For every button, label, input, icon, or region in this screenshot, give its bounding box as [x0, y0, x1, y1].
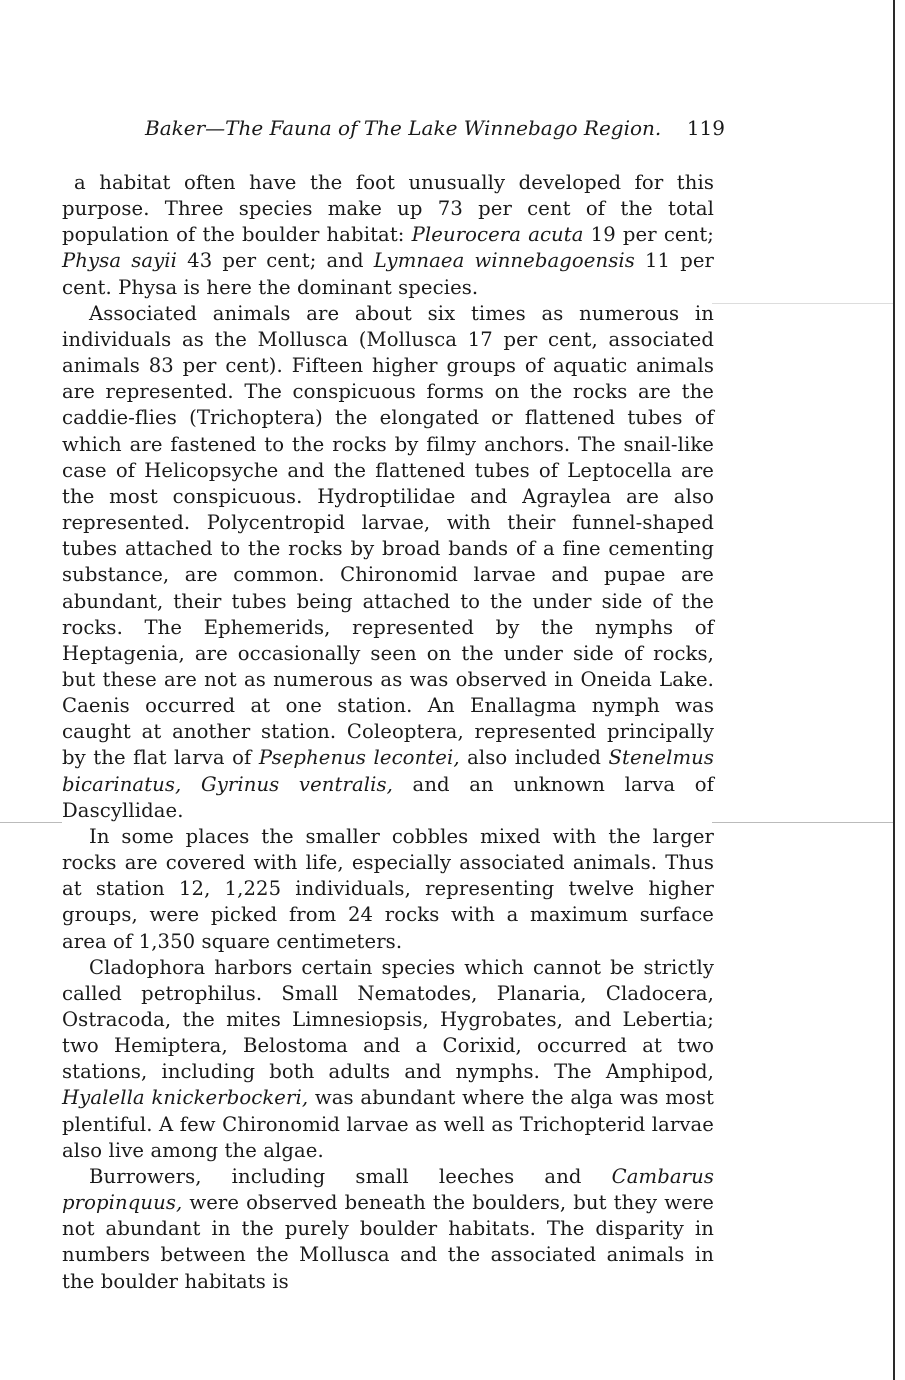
- paragraph-2-text-a: Associated animals are about six times as numerous in individuals as the Mollusca (Mollusca 17 per cent, associated animals 83 per cent). Fifteen higher groups of aquatic animals are represented. The conspicuous forms on the rocks are the caddie-flies (Trichoptera) the elongated or flattened tubes of which are fastened to the rocks by filmy anchors. The snail-like case of Helicopsyche and the flattened tubes of Leptocella are the most conspicuous. Hydroptilidae and Agraylea are also represented. Polycentropid larvae, with their funnel-shaped tubes attached to the rocks by broad bands of a fine cementing substance, are common. Chironomid larvae and pupae are abundant, their tubes being attached to the under side of the rocks. The Ephemerids, represented by the nymphs of Heptagenia, are occasionally seen on the under side of rocks, but these are not as numerous as was observed in Oneida Lake. Caenis occurred at one station. An Enallagma nymph was caught at another station. Coleoptera, represented principally by the flat larva of: [62, 301, 714, 770]
- species-cambarus: Cambarus propinquus,: [62, 1164, 714, 1215]
- paragraph-1: [62, 170, 714, 301]
- paragraph-2-text-b: also included: [459, 746, 609, 770]
- paragraph-5-text-a: Burrowers, including small leeches and: [89, 1164, 612, 1188]
- running-title: Baker—The Fauna of The Lake Winnebago Region.: [145, 116, 662, 140]
- scan-fold-line-right: [712, 822, 893, 823]
- scan-fold-line-left: [0, 822, 62, 823]
- paragraph-5-text-b: were observed beneath the boulders, but they were not abundant in the purely boulder habitats. The disparity in numbers between the Mollusca and the associated animals in the boulder habitats is: [62, 1191, 714, 1293]
- species-lymnaea: Lymnaea winnebagoensis: [373, 249, 635, 273]
- species-psephenus: Psephenus lecontei,: [258, 746, 460, 770]
- paragraph-3: In some places the smaller cobbles mixed with the larger rocks are covered with life, especially associated animals. Thus at station 12, 1,225 individuals, representing twelve higher groups, were picked from 24 rocks with a maximum surface area of 1,350 square centimeters.: [62, 824, 714, 953]
- body-text: [62, 170, 714, 1295]
- species-pleurocera: Pleurocera acuta: [411, 223, 584, 247]
- paragraph-2: [62, 301, 714, 824]
- paragraph-1-text-a: a habitat often have the foot unusually developed for this purpose. Three species make up 73 per cent of the total population of the boulder habitat:: [62, 171, 714, 247]
- page-number: 119: [686, 116, 725, 140]
- species-stenelmus-gyrinus: Stenelmus bicarinatus, Gyrinus ventralis,: [62, 746, 714, 796]
- paragraph-4-text-a: Cladophora harbors certain species which cannot be strictly called petrophilus. Small Nematodes, Planaria, Cladocera, Ostracoda, the mites Limnesiopsis, Hygrobates, and Lebertia; two Hemiptera, Belostoma and a Corixid, occurred at two stations, including both adults and nymphs. The Amphipod,: [62, 955, 714, 1084]
- species-hyalella: Hyalella knickerbockeri,: [62, 1086, 309, 1110]
- species-physa: Physa sayii: [62, 249, 178, 273]
- paragraph-2-text-c: and an unknown larva of Dascyllidae.: [62, 772, 714, 822]
- scan-fold-line-upper: [712, 303, 893, 304]
- paragraph-4-text-b: was abundant where the alga was most plentiful. A few Chironomid larvae as well as Trichopterid larvae also live among the algae.: [62, 1086, 714, 1162]
- paragraph-5: [62, 1164, 714, 1295]
- paragraph-1-text-b: 19 per cent;: [583, 223, 714, 247]
- paragraph-1-text-d: 11 per cent. Physa is here the dominant species.: [62, 249, 715, 299]
- running-header: [145, 116, 725, 140]
- scan-page-edge: [893, 0, 895, 1380]
- paragraph-4: [62, 955, 714, 1164]
- paragraph-1-text-c: 43 per cent; and: [177, 249, 374, 273]
